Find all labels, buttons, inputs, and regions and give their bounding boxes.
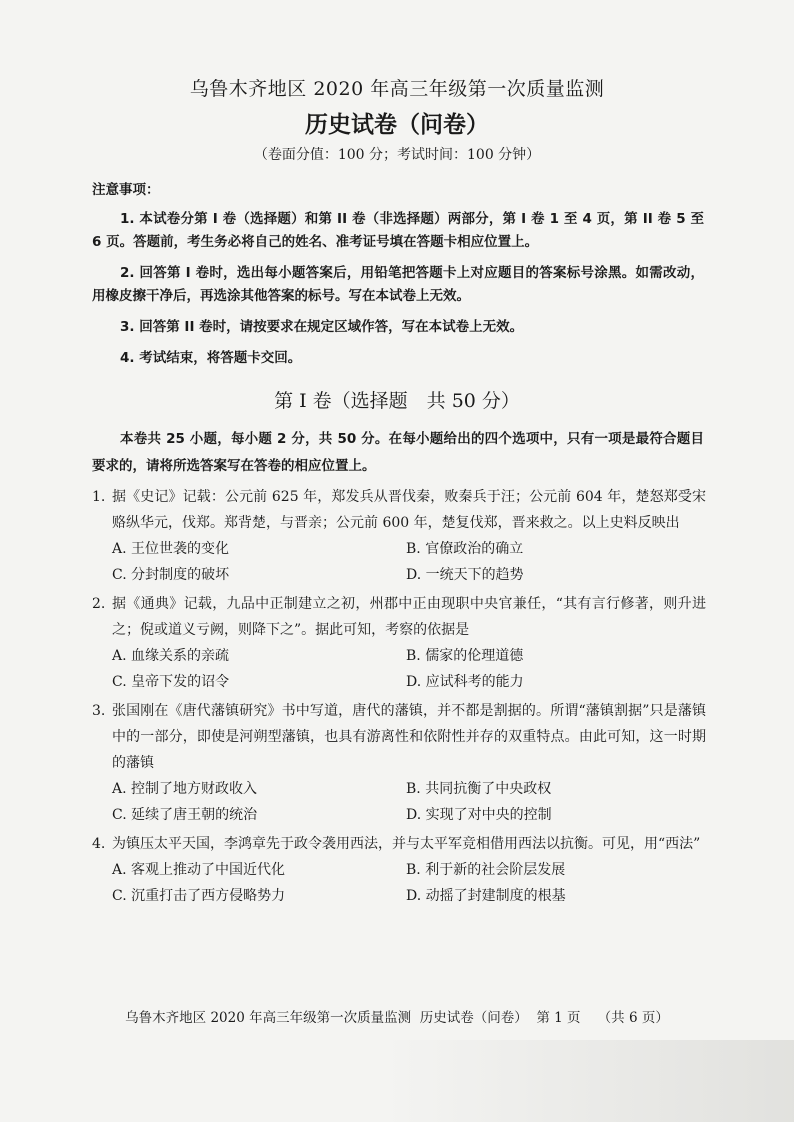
footer-paper-name: 历史试卷（问卷）: [419, 1010, 528, 1026]
option-c: C. 沉重打击了西方侵略势力: [112, 888, 286, 904]
option-a: A. 客观上推动了中国近代化: [112, 862, 286, 878]
notice-item: 1. 本试卷分第 I 卷（选择题）和第 II 卷（非选择题）两部分，第 I 卷 1 至 4 页，第 II 卷 5 至 6 页。答题前，考生务必将自己的姓名、准考证号填在答题卡相应位置上。: [92, 211, 704, 250]
option-b: B. 官僚政治的确立: [406, 541, 524, 557]
question-3: [92, 698, 706, 828]
notice-item: 3. 回答第 II 卷时，请按要求在规定区域作答，写在本试卷上无效。: [120, 319, 524, 335]
notice-item: 2. 回答第 I 卷时，选出每小题答案后，用铅笔把答题卡上对应题目的答案标号涂黑。如需改动，用橡皮擦干净后，再选涂其他答案的标号。写在本试卷上无效。: [92, 265, 704, 304]
option-a: A. 王位世袭的变化: [112, 541, 230, 557]
question-stem: 张国刚在《唐代藩镇研究》书中写道，唐代的藩镇，并不都是割据的。所谓“藩镇割据”只是藩镇中的一部分，即使是河朔型藩镇，也具有游离性和依附性并存的双重特点。由此可知，这一时期的藩镇: [112, 703, 706, 771]
question-stem: 据《史记》记载：公元前 625 年，郑发兵从晋伐秦，败秦兵于汪；公元前 604 年，楚怒郑受宋赂纵华元，伐郑。郑背楚，与晋亲；公元前 600 年，楚复伐郑，晋来救之。以上史料反映出: [112, 489, 706, 531]
question-number: 1.: [92, 489, 106, 505]
question-number: 3.: [92, 703, 106, 719]
footer-total-pages: （共 6 页）: [597, 1010, 669, 1026]
option-b: B. 儒家的伦理道德: [406, 648, 524, 664]
section-title: 第 I 卷（选择题 共 50 分）: [274, 390, 520, 412]
option-c: C. 延续了唐王朝的统治: [112, 807, 258, 823]
notice-block: [92, 178, 704, 378]
question-2: [92, 591, 706, 695]
question-number: 2.: [92, 596, 106, 612]
section-intro: 本卷共 25 小题，每小题 2 分，共 50 分。在每小题给出的四个选项中，只有一项是最符合题目要求的，请将所选答案写在答卷的相应位置上。: [92, 431, 704, 474]
option-a: A. 血缘关系的亲疏: [112, 648, 230, 664]
scan-shadow: [380, 1040, 794, 1122]
exam-title: 乌鲁木齐地区 2020 年高三年级第一次质量监测: [189, 78, 605, 100]
option-b: B. 利于新的社会阶层发展: [406, 862, 566, 878]
option-c: C. 分封制度的破坏: [112, 567, 230, 583]
question-stem: 据《通典》记载，九品中正制建立之初，州郡中正由现职中央官兼任，“其有言行修著，则升进之；倪或道义亏阙，则降下之”。据此可知，考察的依据是: [112, 596, 706, 638]
option-b: B. 共同抗衡了中央政权: [406, 781, 552, 797]
score-info: （卷面分值：100 分；考试时间：100 分钟）: [253, 147, 541, 163]
question-4: [92, 831, 706, 909]
page-footer: [0, 1006, 794, 1026]
option-d: D. 应试科考的能力: [406, 674, 524, 690]
question-stem: 为镇压太平天国，李鸿章先于政令袭用西法，并与太平军竞相借用西法以抗衡。可见，用“西法”: [112, 836, 701, 852]
option-a: A. 控制了地方财政收入: [112, 781, 258, 797]
question-list: [92, 484, 706, 912]
option-d: D. 动摇了封建制度的根基: [406, 888, 566, 904]
footer-page-number: 第 1 页: [536, 1010, 581, 1026]
notice-item: 4. 考试结束，将答题卡交回。: [120, 350, 302, 366]
option-c: C. 皇帝下发的诏令: [112, 674, 230, 690]
question-1: [92, 484, 706, 588]
option-d: D. 一统天下的趋势: [406, 567, 524, 583]
question-number: 4.: [92, 836, 106, 852]
footer-exam-name: 乌鲁木齐地区 2020 年高三年级第一次质量监测: [125, 1010, 412, 1026]
notice-heading: 注意事项：: [92, 182, 160, 198]
subject-title: 历史试卷（问卷）: [305, 112, 489, 138]
option-d: D. 实现了对中央的控制: [406, 807, 552, 823]
